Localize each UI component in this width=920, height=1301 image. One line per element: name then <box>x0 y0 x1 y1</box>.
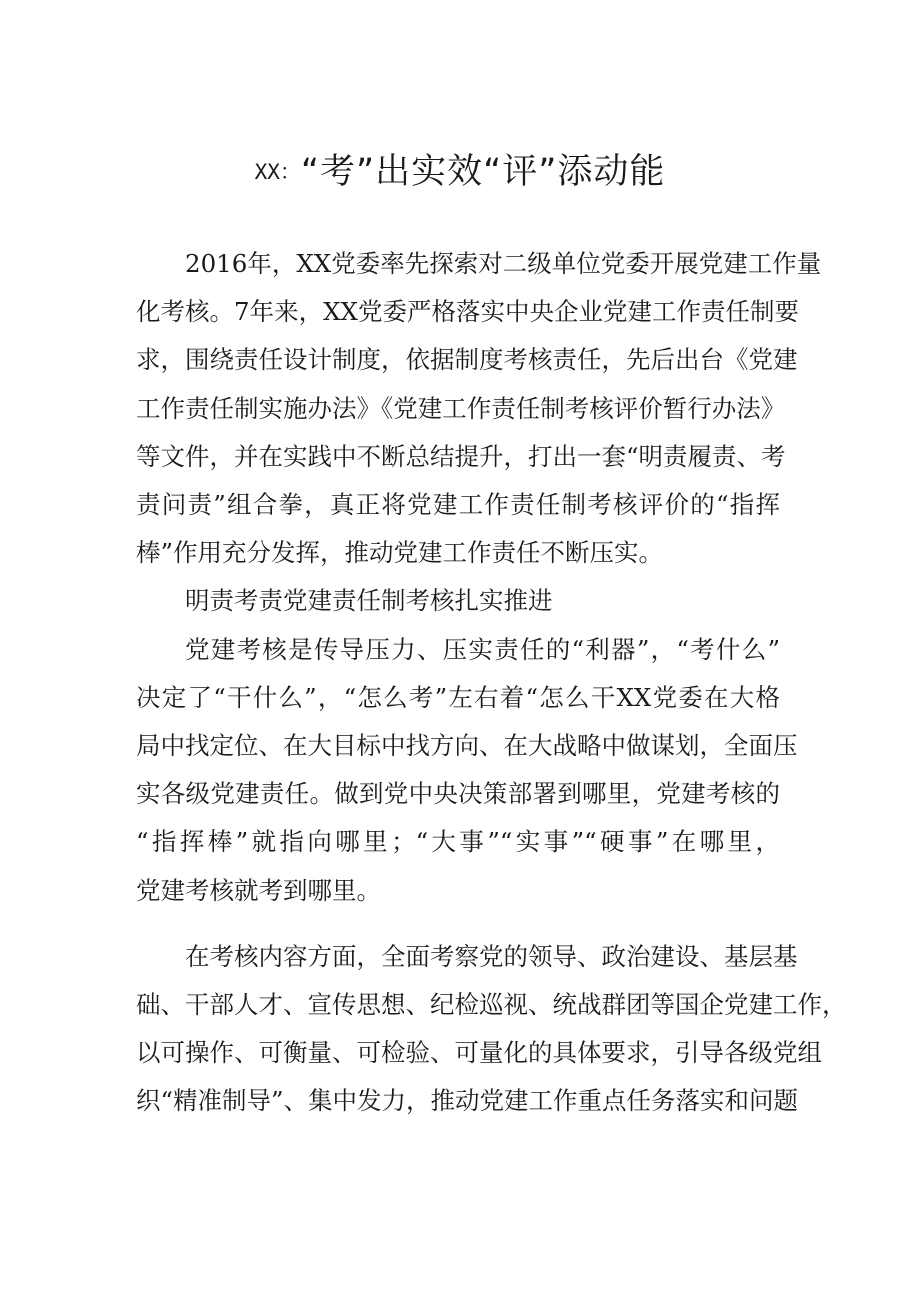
section-heading-text: 明责考责党建责任制考核扎实推进 <box>185 586 553 616</box>
paragraph-line: 求，围绕责任设计制度，依据制度考核责任，先后出台《党建 <box>136 345 798 375</box>
paragraph-line: 础、干部人才、宣传思想、纪检巡视、统战群团等国企党建工作， <box>136 990 847 1020</box>
paragraph-line: “指挥棒”就指向哪里；“大事”“实事”“硬事”在哪里， <box>136 827 780 857</box>
paragraph-line: 2016年，XX党委率先探索对二级单位党委开展党建工作量 <box>185 249 822 278</box>
paragraph-line: 织“精准制导”、集中发力，推动党建工作重点任务落实和问题 <box>136 1086 799 1116</box>
paragraph-line: 工作责任制实施办法》《党建工作责任制考核评价暂行办法》 <box>136 393 786 423</box>
paragraph-intro <box>136 240 822 577</box>
paragraph-assessment <box>136 626 798 915</box>
paragraph-line: 等文件，并在实践中不断总结提升，打出一套“明责履责、考 <box>136 441 786 471</box>
paragraph-line: 责问责”组合拳，真正将党建工作责任制考核评价的“指挥 <box>136 490 780 520</box>
paragraph-line: 化考核。7年来，XX党委严格落实中央企业党建工作责任制要 <box>136 297 799 327</box>
paragraph-content <box>136 933 847 1126</box>
paragraph-line: 以可操作、可衡量、可检验、可量化的具体要求，引导各级党组 <box>136 1038 822 1068</box>
paragraph-line: 党建考核就考到哪里。 <box>136 875 381 905</box>
paragraph-line: 党建考核是传导压力、压实责任的“利器”，“考什么” <box>185 634 780 664</box>
document-body <box>136 240 847 1126</box>
paragraph-gap <box>136 915 780 933</box>
paragraph-line: 局中找定位、在大目标中找方向、在大战略中做谋划，全面压 <box>136 731 798 761</box>
paragraph-line: 实各级党建责任。做到党中央决策部署到哪里，党建考核的 <box>136 779 780 809</box>
paragraph-line: 棒”作用充分发挥，推动党建工作责任不断压实。 <box>136 538 664 568</box>
title-main: “考”出实效“评”添动能 <box>300 152 666 192</box>
section-heading <box>136 577 780 625</box>
title-prefix: XX： <box>254 160 301 184</box>
paragraph-line: 决定了“干什么”，“怎么考”左右着“怎么干XX党委在大格 <box>136 682 780 712</box>
paragraph-line: 在考核内容方面，全面考察党的领导、政治建设、基层基 <box>185 941 798 971</box>
document-title <box>0 146 920 198</box>
